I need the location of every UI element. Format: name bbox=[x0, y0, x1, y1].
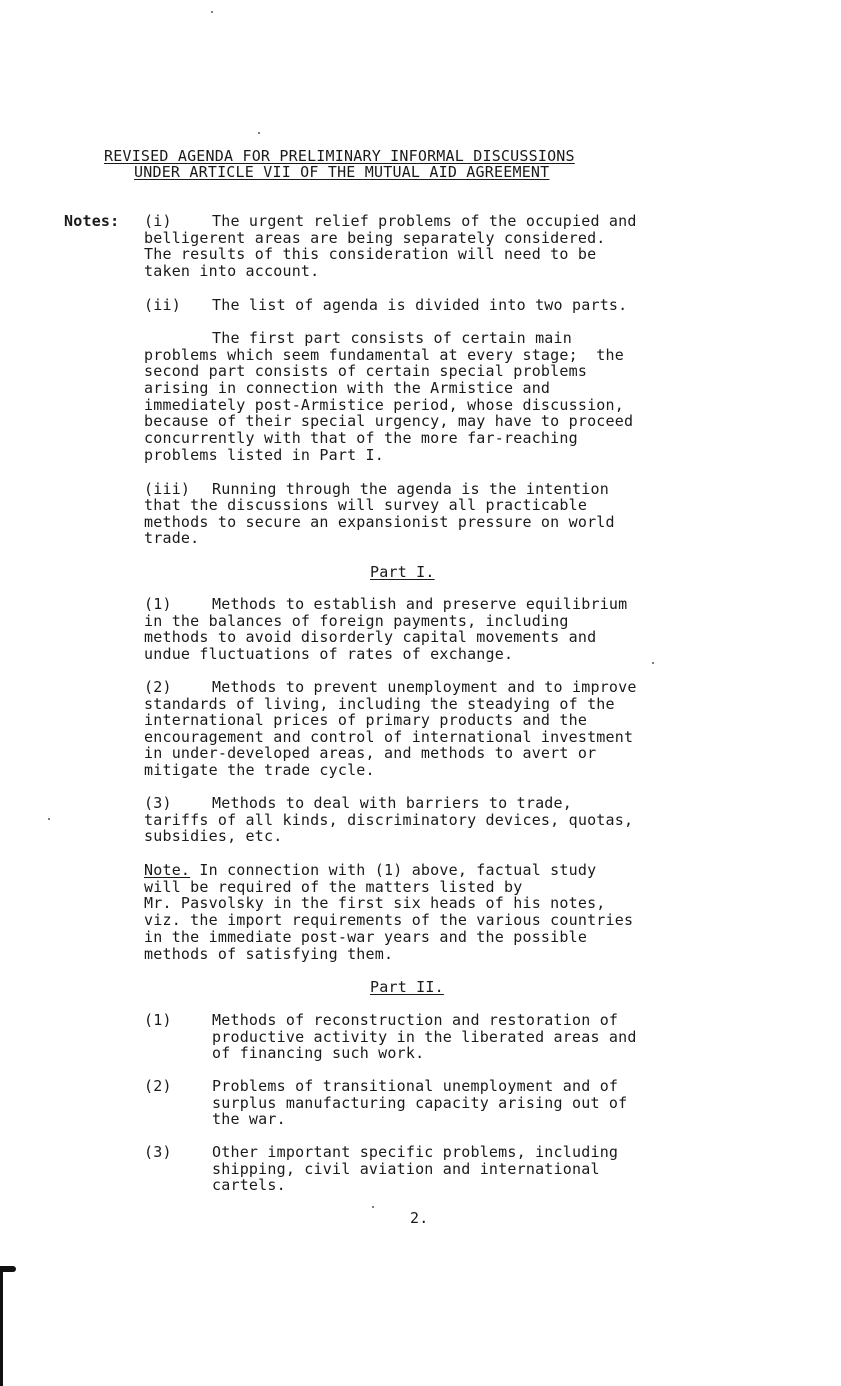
document-title-line-2: UNDER ARTICLE VII OF THE MUTUAL AID AGREEMENT bbox=[134, 163, 550, 181]
part-2-item-2-number: (2) bbox=[144, 1077, 172, 1095]
part-1-item-3-line: subsidies, etc. bbox=[144, 827, 283, 845]
document-title-line-1: REVISED AGENDA FOR PRELIMINARY INFORMAL DISCUSSIONS bbox=[104, 147, 575, 165]
page-number: 2. bbox=[410, 1209, 429, 1227]
note-ii-number: (ii) bbox=[144, 296, 181, 314]
part-1-item-1-line: undue fluctuations of rates of exchange. bbox=[144, 645, 514, 663]
part-1-item-1-line: methods to avoid disorderly capital movements and bbox=[144, 628, 597, 646]
scan-speck bbox=[652, 662, 654, 664]
scan-speck bbox=[48, 818, 50, 820]
note-ii-paragraph-line: The first part consists of certain main bbox=[212, 329, 572, 347]
part-1-item-2-line: international prices of primary products and the bbox=[144, 711, 588, 729]
part-1-item-1-line: in the balances of foreign payments, including bbox=[144, 612, 569, 630]
part-2-item-1-line: of financing such work. bbox=[212, 1044, 425, 1062]
part-1-item-1-line: Methods to establish and preserve equilibrium bbox=[212, 595, 628, 613]
part-1-item-1-number: (1) bbox=[144, 595, 172, 613]
note-iii-line: methods to secure an expansionist pressure on world bbox=[144, 513, 615, 531]
part-1-item-3-line: Methods to deal with barriers to trade, bbox=[212, 794, 572, 812]
note-ii-line: The list of agenda is divided into two parts. bbox=[212, 296, 628, 314]
part-1-heading: Part I. bbox=[370, 563, 435, 581]
note-i-number: (i) bbox=[144, 212, 172, 230]
part-1-item-3-number: (3) bbox=[144, 794, 172, 812]
note-i-line: taken into account. bbox=[144, 262, 320, 280]
part-1-item-2-line: Methods to prevent unemployment and to improve bbox=[212, 678, 637, 696]
part-1-note-line: methods of satisfying them. bbox=[144, 945, 394, 963]
scan-speck bbox=[372, 1206, 374, 1208]
part-2-item-2-line: Problems of transitional unemployment and of bbox=[212, 1077, 619, 1095]
scan-speck bbox=[211, 11, 213, 13]
part-1-note-label: Note. bbox=[144, 861, 191, 879]
binding-edge-line bbox=[0, 1270, 3, 1386]
note-ii-paragraph-line: second part consists of certain special problems bbox=[144, 362, 588, 380]
part-1-item-2-line: encouragement and control of international investment bbox=[144, 728, 634, 746]
part-2-item-3-number: (3) bbox=[144, 1143, 172, 1161]
part-2-item-3-line: cartels. bbox=[212, 1176, 286, 1194]
note-ii-paragraph-line: arising in connection with the Armistice and bbox=[144, 379, 551, 397]
part-2-item-2-line: the war. bbox=[212, 1110, 286, 1128]
part-2-item-1-line: productive activity in the liberated areas and bbox=[212, 1028, 637, 1046]
part-1-note-line: will be required of the matters listed by bbox=[144, 878, 523, 896]
note-i-line: The results of this consideration will need to be bbox=[144, 245, 597, 263]
part-2-heading: Part II. bbox=[370, 978, 444, 996]
note-ii-paragraph-line: concurrently with that of the more far-reaching bbox=[144, 429, 578, 447]
part-1-item-2-line: mitigate the trade cycle. bbox=[144, 761, 375, 779]
scan-speck bbox=[258, 132, 260, 134]
note-ii-paragraph-line: immediately post-Armistice period, whose discussion, bbox=[144, 396, 624, 414]
part-1-item-2-line: standards of living, including the steadying of the bbox=[144, 695, 615, 713]
note-iii-line: that the discussions will survey all practicable bbox=[144, 496, 588, 514]
part-2-item-1-number: (1) bbox=[144, 1011, 172, 1029]
part-2-item-3-line: Other important specific problems, including bbox=[212, 1143, 619, 1161]
note-i-line: belligerent areas are being separately considered. bbox=[144, 229, 606, 247]
part-2-item-3-line: shipping, civil aviation and international bbox=[212, 1160, 600, 1178]
note-iii-line: Running through the agenda is the intention bbox=[212, 480, 609, 498]
note-ii-paragraph-line: because of their special urgency, may have to proceed bbox=[144, 412, 634, 430]
part-1-note-line: viz. the import requirements of the various countries bbox=[144, 911, 634, 929]
note-iii-number: (iii) bbox=[144, 480, 191, 498]
part-1-item-3-line: tariffs of all kinds, discriminatory devices, quotas, bbox=[144, 811, 634, 829]
part-2-item-2-line: surplus manufacturing capacity arising out of bbox=[212, 1094, 628, 1112]
part-1-note-text: In connection with (1) above, factual study bbox=[190, 861, 597, 879]
note-iii-line: trade. bbox=[144, 529, 200, 547]
note-i-line: The urgent relief problems of the occupied and bbox=[212, 212, 637, 230]
part-1-note-line: in the immediate post-war years and the possible bbox=[144, 928, 588, 946]
note-ii-paragraph-line: problems listed in Part I. bbox=[144, 446, 384, 464]
note-ii-paragraph-line: problems which seem fundamental at every stage; the bbox=[144, 346, 624, 364]
part-1-item-2-line: in under-developed areas, and methods to avert or bbox=[144, 744, 597, 762]
part-1-note-line: Mr. Pasvolsky in the first six heads of his notes, bbox=[144, 894, 606, 912]
part-1-item-2-number: (2) bbox=[144, 678, 172, 696]
part-2-item-1-line: Methods of reconstruction and restoration of bbox=[212, 1011, 619, 1029]
notes-label: Notes: bbox=[64, 212, 120, 230]
part-1-note-line-1 bbox=[144, 862, 596, 879]
